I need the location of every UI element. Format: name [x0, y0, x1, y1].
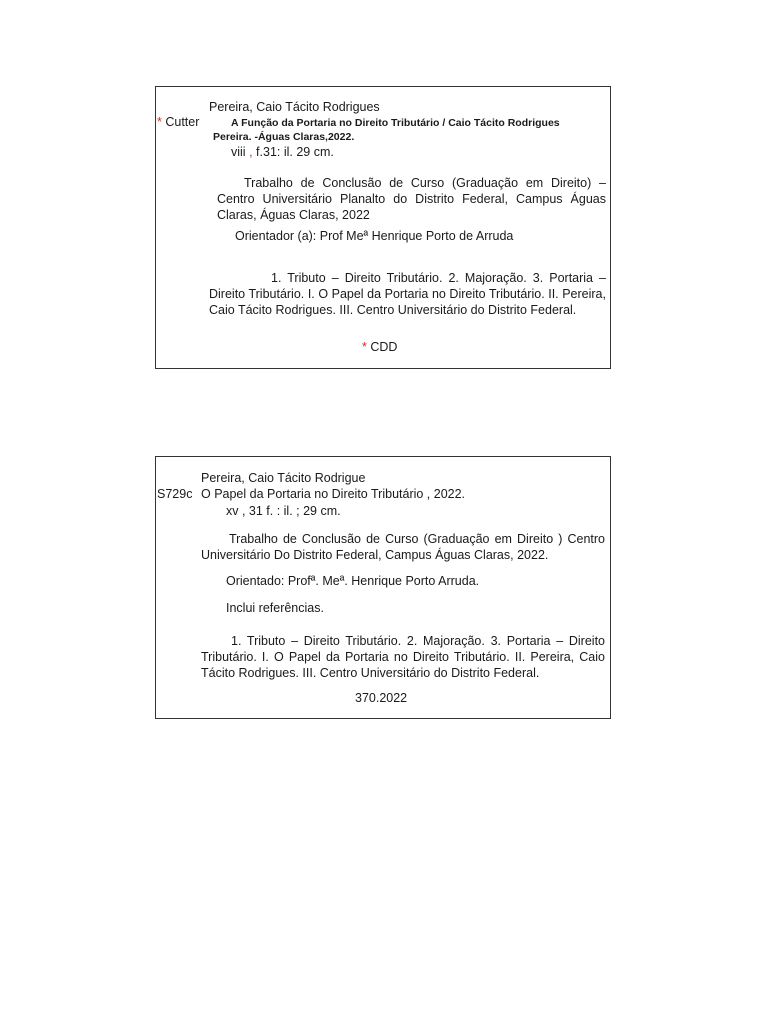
- catalog-card-1: [155, 86, 611, 369]
- card1-cdd-mark: *: [362, 340, 367, 354]
- catalog-card-2: [155, 456, 611, 719]
- card1-advisor: Orientador (a): Prof Meª Henrique Porto de Arruda: [235, 229, 514, 243]
- card1-pages-main: viii: [231, 145, 246, 159]
- card1-cutter-mark: *: [157, 115, 162, 129]
- card1-note: Trabalho de Conclusão de Curso (Graduação em Direito) – Centro Universitário Planalto do Distrito Federal, Campus Águas Claras, Águas Claras, 2022: [217, 176, 606, 222]
- card1-subjects: 1. Tributo – Direito Tributário. 2. Majoração. 3. Portaria – Direito Tributário. I. O Papel da Portaria no Direito Tributário. II. Pereira, Caio Tácito Rodrigues. III. Centro Universitário do Distrito Federal.: [209, 271, 606, 317]
- card1-title-line2: Pereira. -Águas Claras,2022.: [213, 131, 355, 143]
- card2-title: O Papel da Portaria no Direito Tributário , 2022.: [201, 487, 466, 501]
- card1-pages: [231, 144, 334, 160]
- card1-pages-comma: ,: [249, 145, 253, 159]
- card2-note: Trabalho de Conclusão de Curso (Graduação em Direito ) Centro Universitário Do Distrito Federal, Campus Águas Claras, 2022.: [201, 532, 605, 562]
- card2-author: Pereira, Caio Tácito Rodrigue: [201, 471, 366, 485]
- card1-cdd-label: CDD: [370, 340, 398, 354]
- card1-pages-rest: f.31: il. 29 cm.: [256, 145, 334, 159]
- card1-author: Pereira, Caio Tácito Rodrigues: [209, 100, 380, 114]
- card2-advisor: Orientado: Profª. Meª. Henrique Porto Arruda.: [226, 574, 480, 588]
- card1-cdd: [362, 339, 397, 355]
- card2-subjects: 1. Tributo – Direito Tributário. 2. Majoração. 3. Portaria – Direito Tributário. I. O Papel da Portaria no Direito Tributário. II. Pereira, Caio Tácito Rodrigues. III. Centro Universitário do Distrito Federal.: [201, 634, 605, 680]
- card2-pages: xv , 31 f. : il. ; 29 cm.: [226, 504, 341, 518]
- card1-title-line1: A Função da Portaria no Direito Tributário / Caio Tácito Rodrigues: [231, 117, 560, 129]
- card2-cutter: S729c: [157, 487, 193, 501]
- card2-refs: Inclui referências.: [226, 601, 324, 615]
- card2-cdd: 370.2022: [355, 691, 408, 705]
- card1-cutter: [157, 114, 199, 130]
- card1-cutter-label: Cutter: [165, 115, 200, 129]
